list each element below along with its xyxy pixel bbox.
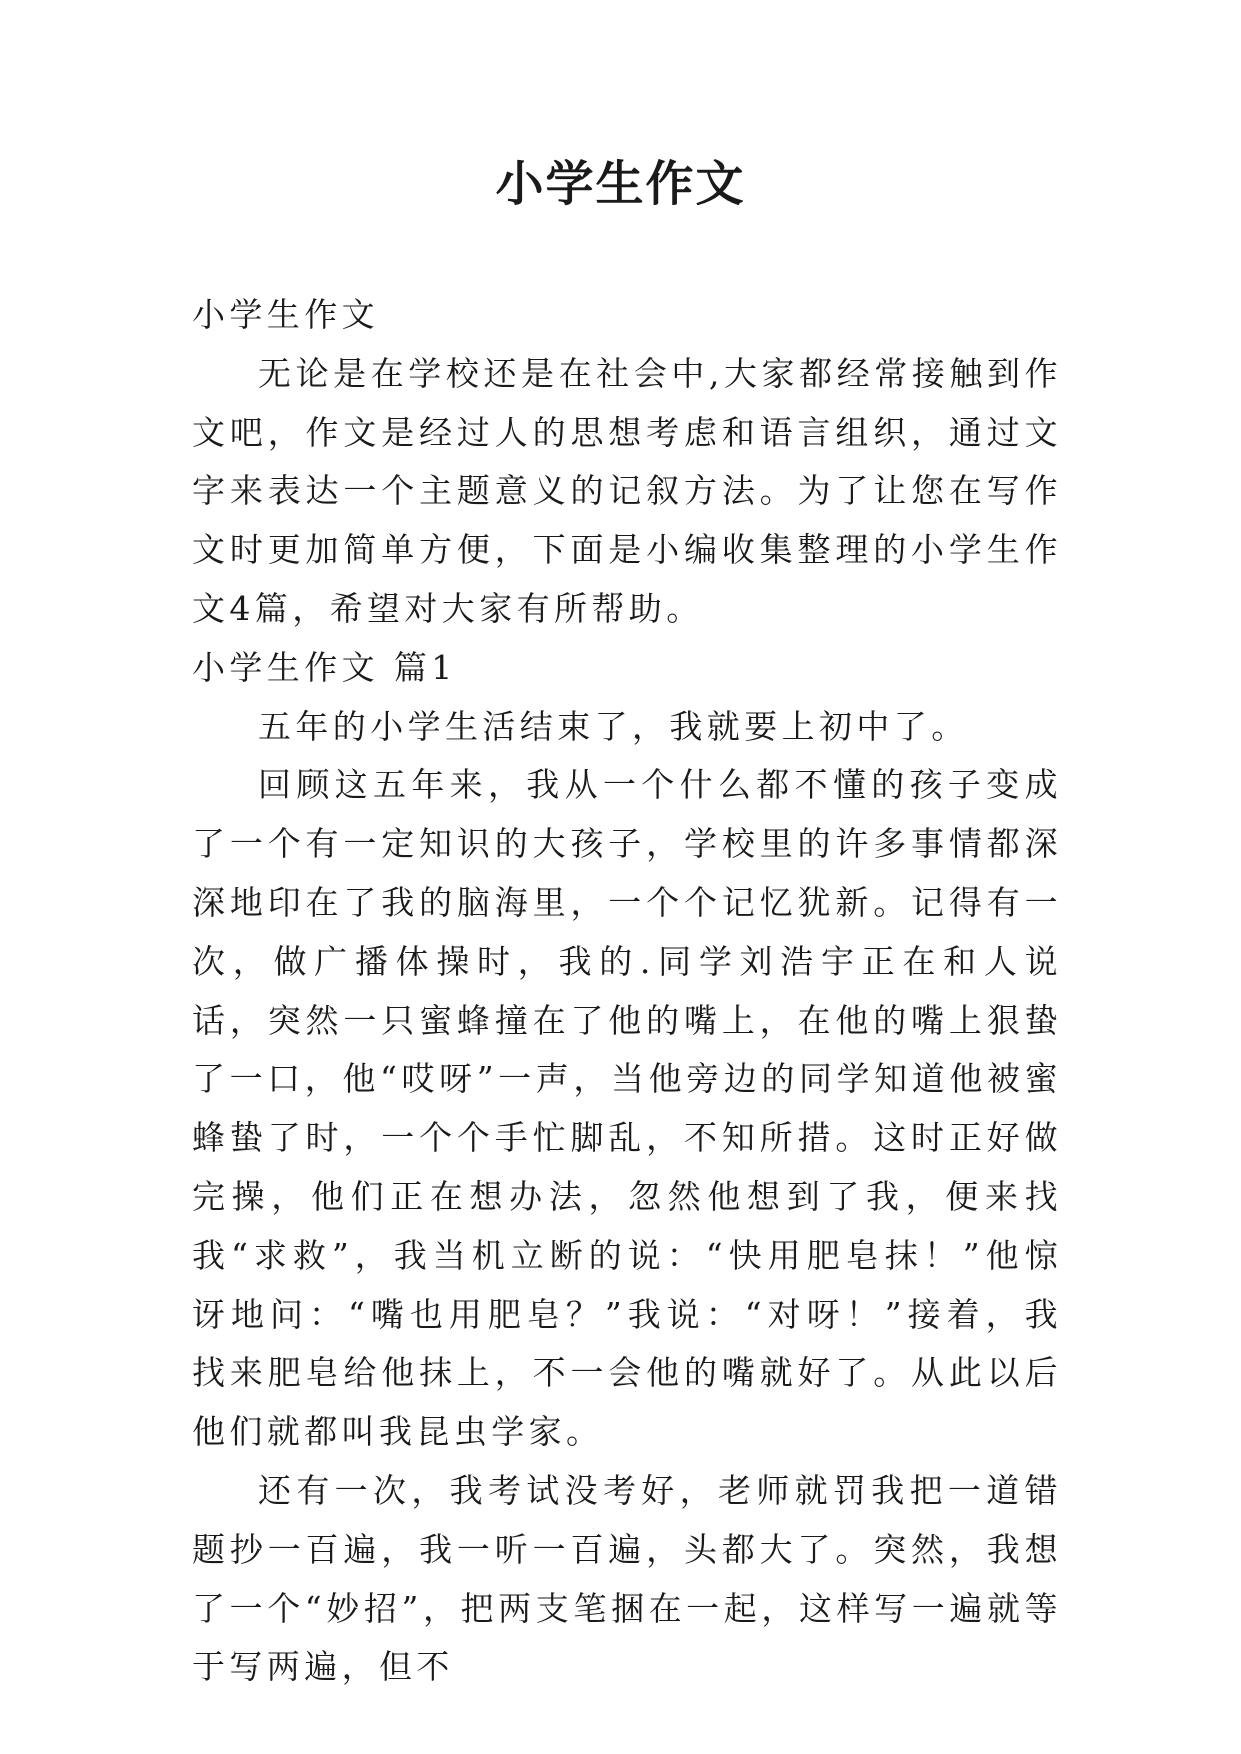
paragraph: 五年的小学生活结束了，我就要上初中了。 bbox=[258, 706, 969, 746]
intro-paragraph: 无论是在学校还是在社会中,大家都经常接触到作文吧，作文是经过人的思想考虑和语言组织，通过文字来表达一个主题意义的记叙方法。为了让您在写作文时更加简单方便，下面是小编收集整理的小学生作文4篇，希望对大家有所帮助。 bbox=[192, 353, 1062, 628]
section-heading: 小学生作文 bbox=[192, 295, 379, 334]
paragraph: 还有一次，我考试没考好，老师就罚我把一道错题抄一百遍，我一听一百遍，头都大了。突然，我想了一个“妙招”，把两支笔捆在一起，这样写一遍就等于写两遍，但不 bbox=[192, 1470, 1062, 1687]
section-heading: 小学生作文 篇1 bbox=[192, 647, 457, 687]
document-title: 小学生作文 bbox=[495, 156, 746, 212]
paragraph: 回顾这五年来，我从一个什么都不懂的孩子变成了一个有一定知识的大孩子，学校里的许多事情都深深地印在了我的脑海里，一个个记忆犹新。记得有一次，做广播体操时，我的.同学刘浩宇正在和人说话，突然一只蜜蜂撞在了他的嘴上，在他的嘴上狠蛰了一口，他“哎呀”一声，当他旁边的同学知道他被蜜蜂蛰了时，一个个手忙脚乱，不知所措。这时正好做完操，他们正在想办法，忽然他想到了我，便来找我“求救”，我当机立断的说：“快用肥皂抹！”他惊讶地问：“嘴也用肥皂？”我说：“对呀！”接着，我找来肥皂给他抹上，不一会他的嘴就好了。从此以后他们就都叫我昆虫学家。 bbox=[192, 765, 1062, 1452]
document-body bbox=[192, 286, 1062, 1697]
